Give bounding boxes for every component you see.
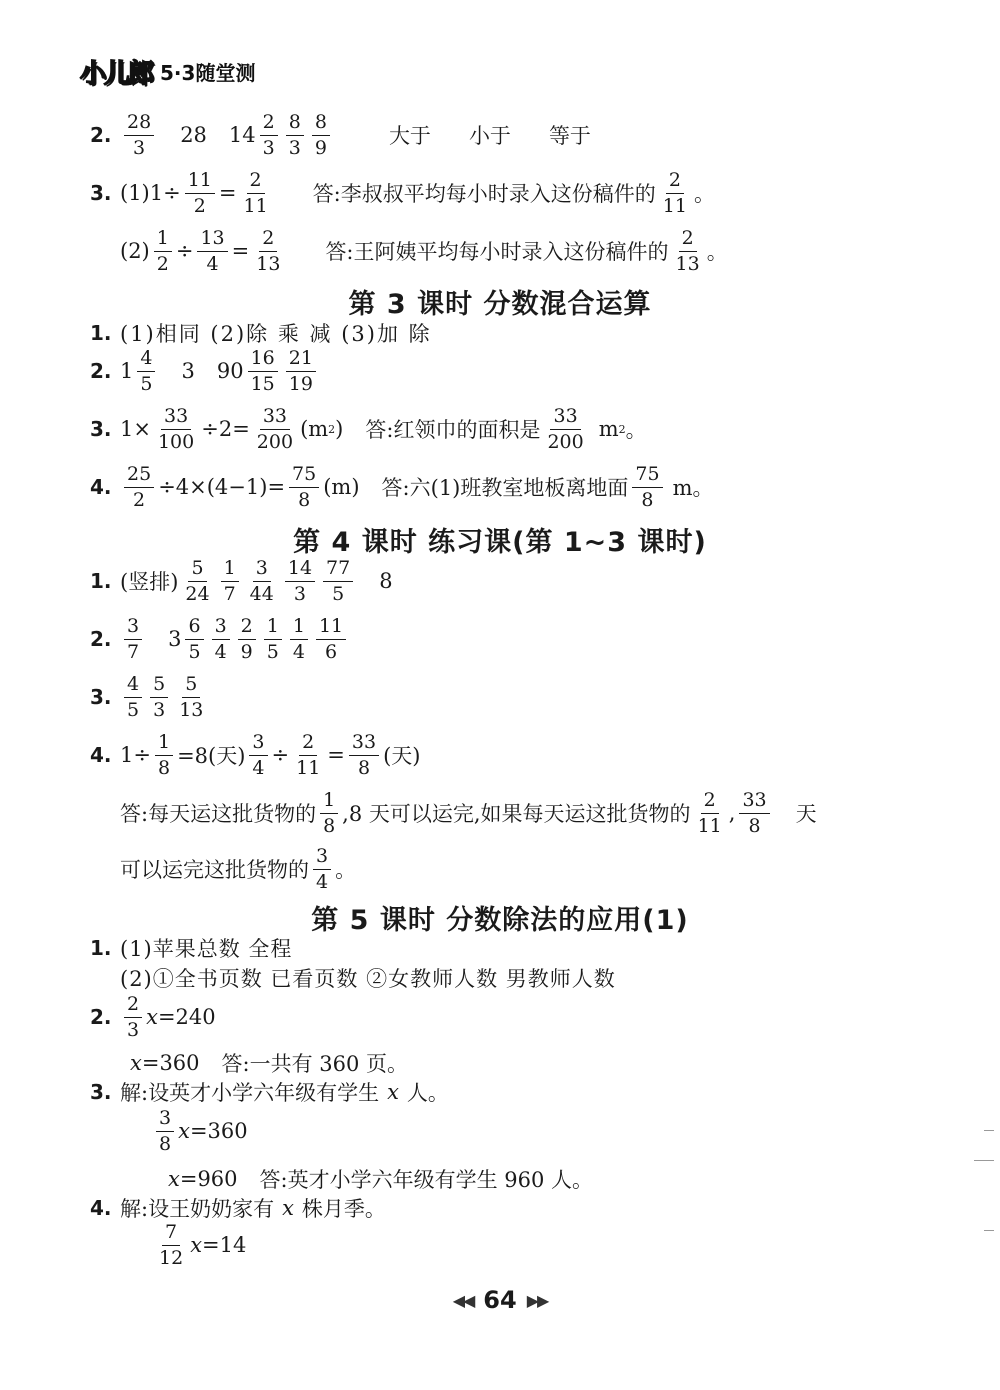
s4-line-1: 1. (竖排) $\frac{5}{24}$ $\frac{1}{7}$ $\frac{3}{44}$ $\frac{14}{3}$ $\frac{77}{5}$ 8	[90, 557, 393, 605]
edge-mark	[984, 1230, 994, 1231]
s4-line-2: 2. $\frac{3}{7}$ 3 $\frac{6}{5}$ $\frac{3}{4}$ $\frac{2}{9}$ $\frac{1}{5}$ $\frac{1}{4}$ $\frac{11}{6}$	[90, 616, 350, 663]
s3-line-3: 3. 1× $\frac{33}{100}$ ÷2= $\frac{33}{200}$ (m 2 ) 答:红领巾的面积是 $\frac{33}{200}$ m 2 。	[90, 405, 647, 453]
series-title: 5·3随堂测	[160, 60, 256, 85]
page-footer	[0, 1286, 1000, 1314]
s5-line-3: 3. 解:设英才小学六年级有学生 x 人。	[90, 1080, 449, 1105]
s5-line-1a: 1. (1)苹果总数 全程	[90, 936, 293, 961]
s4-line-4-answer-a: 答:每天运这批货物的 $\frac{1}{8}$ ,8 天可以运完,如果每天运这批货物的 $\frac{2}{11}$ , $\frac{33}{8}$ 天	[120, 789, 817, 837]
s5-line-4: 4. 解:设王奶奶家有 x 株月季。	[90, 1196, 386, 1221]
answer-line-2: 2. $\frac{28}{3}$ 28 14 $\frac{2}{3}$ $\frac{8}{3}$ $\frac{8}{9}$ 大于 小于 等于	[90, 111, 591, 159]
s5-line-3-equation: $\frac{3}{8}$ x =360	[152, 1108, 248, 1155]
s5-line-2-answer: x =360 答:一共有 360 页。	[130, 1051, 409, 1076]
page-number: 64	[483, 1286, 517, 1314]
next-arrows-icon: ▶▶	[526, 1290, 548, 1310]
edge-mark	[974, 1160, 994, 1161]
s3-line-1: 1. (1)相同 (2)除 乘 减 (3)加 除	[90, 321, 432, 346]
section-heading-lesson-4: 第 4 课时 练习课(第 1~3 课时)	[293, 527, 707, 558]
edge-mark	[984, 1130, 994, 1131]
prev-arrows-icon: ◀◀	[452, 1290, 474, 1310]
s4-line-4: 4. 1÷ $\frac{1}{8}$ =8(天) $\frac{3}{4}$ ÷ $\frac{2}{11}$ = $\frac{33}{8}$ (天)	[90, 731, 421, 779]
section-heading-lesson-3: 第 3 课时 分数混合运算	[348, 289, 652, 320]
s4-line-3: 3. $\frac{4}{5}$ $\frac{5}{3}$ $\frac{5}{13}$	[90, 673, 204, 721]
s5-line-1b: (2)①全书页数 已看页数 ②女教师人数 男教师人数	[120, 967, 616, 991]
header-logo	[78, 54, 255, 88]
brand-logo-mark: 小儿郎	[78, 53, 154, 90]
section-heading-lesson-5: 第 5 课时 分数除法的应用(1)	[311, 905, 689, 936]
s3-line-2: 2. 1 $\frac{4}{5}$ 3 90 $\frac{16}{15}$ $\frac{21}{19}$	[90, 348, 320, 395]
s5-line-4-equation: $\frac{7}{12}$ x =14	[159, 1221, 247, 1269]
answer-line-3-1: 3. (1)1÷ $\frac{11}{2}$ = $\frac{2}{11}$ 答:李叔叔平均每小时录入这份稿件的 $\frac{2}{11}$ 。	[90, 169, 715, 217]
answer-line-3-2: (2) $\frac{1}{2}$ ÷ $\frac{13}{4}$ = $\frac{2}{13}$ 答:王阿姨平均每小时录入这份稿件的 $\frac{2}{13}$ 。	[120, 227, 728, 275]
s3-line-4: 4. $\frac{25}{2}$ ÷4×(4−1)= $\frac{75}{8}$ (m) 答:六(1)班教室地板离地面 $\frac{75}{8}$ m。	[90, 463, 714, 511]
s4-line-4-answer-b: 可以运完这批货物的 $\frac{3}{4}$ 。	[120, 845, 357, 893]
s5-line-2: 2. $\frac{2}{3}$ x =240	[90, 993, 216, 1041]
s5-line-3-answer: x =960 答:英才小学六年级有学生 960 人。	[168, 1167, 594, 1192]
